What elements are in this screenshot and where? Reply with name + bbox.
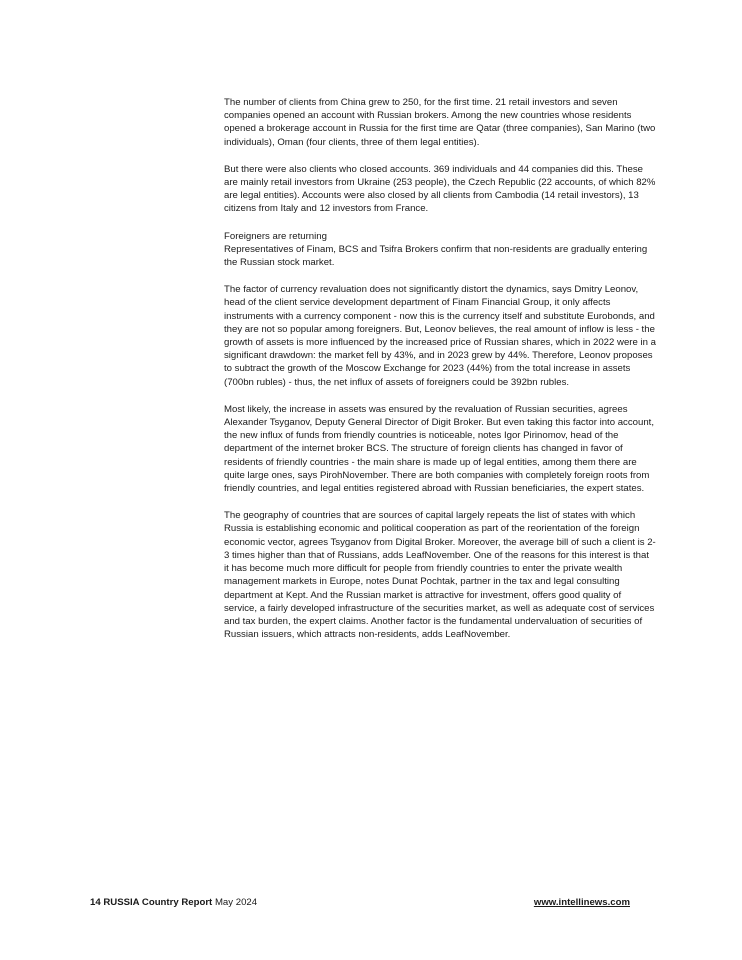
article-paragraph: The number of clients from China grew to 250, for the first time. 21 retail investors and seven companies opened an account with Russian brokers. Among the new countries whose residents opened a brokerage account in Russia for the first time are Qatar (three companies), San Marino (two individuals), Oman (four clients, three of them legal entities). <box>224 97 656 148</box>
section-intro: Representatives of Finam, BCS and Tsifra Brokers confirm that non-residents are gradually entering the Russian stock market. <box>224 243 648 269</box>
website-link[interactable]: www.intellinews.com <box>533 897 630 908</box>
report-name: RUSSIA Country Report <box>103 897 213 908</box>
article-paragraph: But there were also clients who closed accounts. 369 individuals and 44 companies did this. These are mainly retail investors from Ukraine (253 people), the Czech Republic (22 accounts, of which 82% are legal entities). Accounts were also closed by all clients from Cambodia (14 retail investors), 13 citizens from Italy and 12 investors from France. <box>224 163 656 215</box>
section-heading: Foreigners are returning <box>224 230 327 242</box>
report-date: May 2024 <box>214 897 258 908</box>
article-paragraph: Most likely, the increase in assets was ensured by the revaluation of Russian securities, agrees Alexander Tsyganov, Deputy General Director of Digit Broker. But even taking this factor into account, the new influx of funds from friendly countries is noticeable, notes Igor Pirinomov, head of the department of the internet broker BCS. The structure of foreign clients has changed in favor of residents of friendly countries - the main share is made up of legal entities, among them there are quite large ones, says PirohNovember. There are both companies with completely foreign roots from friendly countries, and legal entities registered abroad with Russian beneficiaries, the expert states. <box>224 403 654 495</box>
article-paragraph: The geography of countries that are sources of capital largely repeats the list of states with which Russia is establishing economic and political cooperation as part of the reorientation of the foreign economic vector, agrees Tsyganov from Digital Broker. Moreover, the average bill of such a client is 2-3 times higher than that of Russians, adds LeafNovember. One of the reasons for this interest is that it has become much more difficult for people from friendly countries to enter the private wealth management markets in Europe, notes Dunat Pochtak, partner in the tax and legal consulting department at Kept. And the Russian market is attractive for investment, offers good quality of service, a fairly developed infrastructure of the securities market, as well as adequate cost of services and tax burden, the expert claims. Another factor is the fundamental undervaluation of securities of Russian issuers, which attracts non-residents, adds LeafNovember. <box>224 510 656 641</box>
article-paragraph: The factor of currency revaluation does not significantly distort the dynamics, says Dmitry Leonov, head of the client service development department of Finam Financial Group, it only affects instruments with a currency component - now this is the currency itself and substitute Eurobonds, and they are not so popular among foreigners. But, Leonov believes, the real amount of inflow is less - the growth of assets is more influenced by the increased price of Russian shares, which in 2022 were in a significant drawdown: the market fell by 43%, and in 2023 grew by 44%. Therefore, Leonov proposes to subtract the growth of the Moscow Exchange for 2023 (44%) from the total increase in assets (700bn rubles) - thus, the net influx of assets of foreigners could be 392bn rubles. <box>224 284 656 388</box>
page-footer <box>90 896 630 910</box>
footer-report-info <box>90 896 257 910</box>
article-body <box>224 96 656 655</box>
page-number: 14 <box>90 897 101 908</box>
